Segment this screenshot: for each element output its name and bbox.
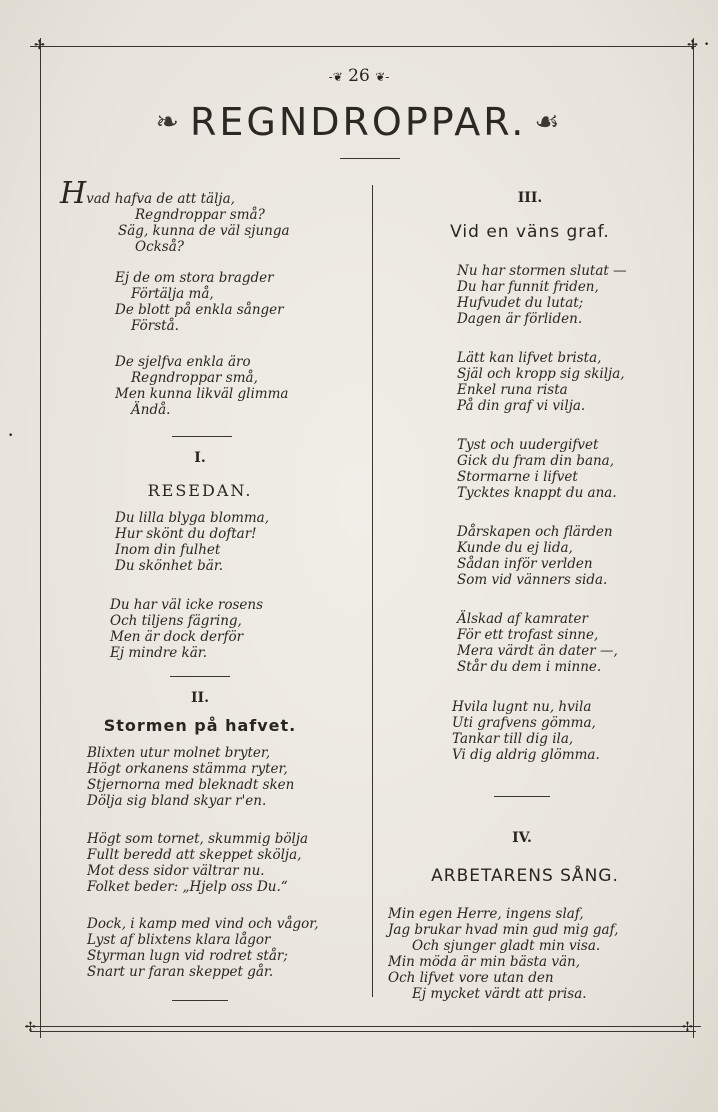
- storm-stanza-1: [87, 745, 294, 809]
- verse-line: Hufvudet du lutat;: [457, 295, 584, 311]
- verse-line: Enkel runa rista: [457, 382, 568, 398]
- verse-line: Ändå.: [131, 402, 171, 418]
- storm-stanza-2: [87, 831, 308, 895]
- verse-line: Jag brukar hvad min gud mig gaf,: [388, 922, 619, 938]
- page-number-text: 26: [348, 66, 370, 86]
- resedan-stanza-2: [110, 597, 263, 661]
- verse-line: Kunde du ej lida,: [457, 540, 573, 556]
- verse-line: Tycktes knappt du ana.: [457, 485, 617, 501]
- verse-line: Mot dess sidor vältrar nu.: [87, 863, 265, 879]
- verse-line: Styrman lugn vid rodret står;: [87, 948, 288, 964]
- right-border-rule: [693, 38, 694, 1038]
- verse-line: Dölja sig bland skyar r'en.: [87, 793, 267, 809]
- grave-stanza-1: [457, 263, 627, 327]
- grave-stanza-4: [457, 524, 613, 588]
- right-edge-dot: •: [704, 40, 710, 50]
- section-number: II.: [191, 690, 209, 706]
- section-divider: [172, 1000, 228, 1001]
- verse-line: Nu har stormen slutat —: [457, 263, 627, 279]
- top-right-ornament: ✢: [687, 38, 698, 53]
- left-edge-dot: •: [8, 431, 14, 441]
- verse-line: Dock, i kamp med vind och vågor,: [87, 916, 319, 932]
- verse-line: Stjernorna med bleknadt sken: [87, 777, 295, 793]
- verse-line: Gick du fram din bana,: [457, 453, 615, 469]
- verse-line: Min möda är min bästa vän,: [388, 954, 580, 970]
- verse-line: Sådan inför verlden: [457, 556, 593, 572]
- section-title: ARBETARENS SÅNG.: [431, 866, 619, 886]
- poem-title: [0, 100, 718, 144]
- poem-title-text: REGNDROPPAR.: [189, 100, 527, 144]
- verse-line: Lätt kan lifvet brista,: [457, 350, 602, 366]
- page-flourish-left: -❦: [328, 70, 343, 84]
- storm-stanza-3: [87, 916, 319, 980]
- verse-line: Och sjunger gladt min visa.: [412, 938, 601, 954]
- intro-stanza-3: [115, 354, 288, 418]
- verse-line-rest: vad hafva de att tälja,: [86, 191, 235, 207]
- section-title: RESEDAN.: [147, 481, 253, 500]
- verse-line: Min egen Herre, ingens slaf,: [388, 906, 584, 922]
- grave-stanza-6: [452, 699, 600, 763]
- section-divider: [172, 436, 232, 437]
- verse-line: Stormarne i lifvet: [457, 469, 578, 485]
- worker-stanza-1: [388, 906, 618, 1002]
- section-number: IV.: [512, 830, 532, 846]
- page-number: [0, 66, 718, 86]
- section-title: Stormen på hafvet.: [103, 716, 297, 735]
- verse-line: Och lifvet vore utan den: [388, 970, 554, 986]
- left-border-rule: [40, 38, 41, 1038]
- top-border-rule: [30, 46, 696, 47]
- verse-line: Folket beder: „Hjelp oss Du.“: [87, 879, 288, 895]
- verse-line: De blott på enkla sånger: [115, 302, 284, 318]
- title-swash-right: ☙: [534, 105, 563, 138]
- title-swash-left: ❧: [155, 105, 182, 138]
- verse-line: Och tiljens fägring,: [110, 613, 242, 629]
- verse-line: Som vid vänners sida.: [457, 572, 608, 588]
- verse-line: Säg, kunna de väl sjunga: [118, 223, 290, 239]
- verse-line: Men är dock derför: [110, 629, 244, 645]
- verse-line: Vi dig aldrig glömma.: [452, 747, 600, 763]
- verse-line: Ej de om stora bragder: [115, 270, 274, 286]
- verse-line: Tankar till dig ila,: [452, 731, 574, 747]
- title-underline: [340, 158, 400, 159]
- verse-line: För ett trofast sinne,: [457, 627, 599, 643]
- verse-line: Mera värdt än dater —,: [457, 643, 618, 659]
- grave-stanza-5: [457, 611, 618, 675]
- verse-line: Tyst och uudergifvet: [457, 437, 599, 453]
- verse-line: Hvila lugnt nu, hvila: [452, 699, 592, 715]
- verse-line: Ej mycket värdt att prisa.: [412, 986, 587, 1002]
- verse-line: Står du dem i minne.: [457, 659, 602, 675]
- top-left-ornament: ✢: [34, 38, 45, 53]
- verse-line: Du har funnit friden,: [457, 279, 599, 295]
- verse-line: Regndroppar små?: [135, 207, 265, 223]
- verse-line: Förtälja må,: [131, 286, 214, 302]
- section-divider: [494, 796, 550, 797]
- section-title: Vid en väns graf.: [450, 222, 610, 242]
- grave-stanza-2: [457, 350, 625, 414]
- grave-stanza-3: [457, 437, 617, 501]
- verse-line: Hur skönt du doftar!: [115, 526, 257, 542]
- drop-cap: H: [60, 176, 87, 211]
- verse-line: Dagen är förliden.: [457, 311, 583, 327]
- column-divider: [372, 185, 373, 997]
- bottom-border-rule-inner: [30, 1031, 696, 1032]
- verse-line: Också?: [135, 239, 185, 255]
- verse-line: Högt orkanens stämma ryter,: [87, 761, 288, 777]
- verse-line: Du lilla blyga blomma,: [115, 510, 270, 526]
- verse-line: Regndroppar små,: [131, 370, 258, 386]
- verse-line: På din graf vi vilja.: [457, 398, 586, 414]
- intro-stanza-2: [115, 270, 284, 334]
- intro-stanza-1: [60, 176, 290, 255]
- verse-line: Lyst af blixtens klara lågor: [87, 932, 271, 948]
- verse-line: [60, 176, 290, 211]
- verse-line: Snart ur faran skeppet går.: [87, 964, 274, 980]
- verse-line: Inom din fulhet: [115, 542, 221, 558]
- verse-line: Ej mindre kär.: [110, 645, 208, 661]
- verse-line: Förstå.: [131, 318, 179, 334]
- resedan-stanza-1: [115, 510, 269, 574]
- verse-line: Blixten utur molnet bryter,: [87, 745, 271, 761]
- verse-line: Högt som tornet, skummig bölja: [87, 831, 309, 847]
- verse-line: De sjelfva enkla äro: [115, 354, 251, 370]
- bottom-border-rule: [25, 1026, 701, 1027]
- section-number: I.: [194, 450, 206, 466]
- verse-line: Själ och kropp sig skilja,: [457, 366, 625, 382]
- verse-line: Men kunna likväl glimma: [115, 386, 289, 402]
- bottom-right-ornament: ✢: [682, 1020, 693, 1035]
- section-divider: [170, 676, 230, 677]
- page-flourish-right: ❦-: [375, 70, 390, 84]
- section-number: III.: [517, 190, 543, 206]
- verse-line: Uti grafvens gömma,: [452, 715, 596, 731]
- verse-line: Dårskapen och flärden: [457, 524, 613, 540]
- verse-line: Du skönhet bär.: [115, 558, 224, 574]
- verse-line: Du har väl icke rosens: [110, 597, 264, 613]
- bottom-left-ornament: ✢: [25, 1020, 36, 1035]
- verse-line: Fullt beredd att skeppet skölja,: [87, 847, 302, 863]
- verse-line: Älskad af kamrater: [457, 611, 588, 627]
